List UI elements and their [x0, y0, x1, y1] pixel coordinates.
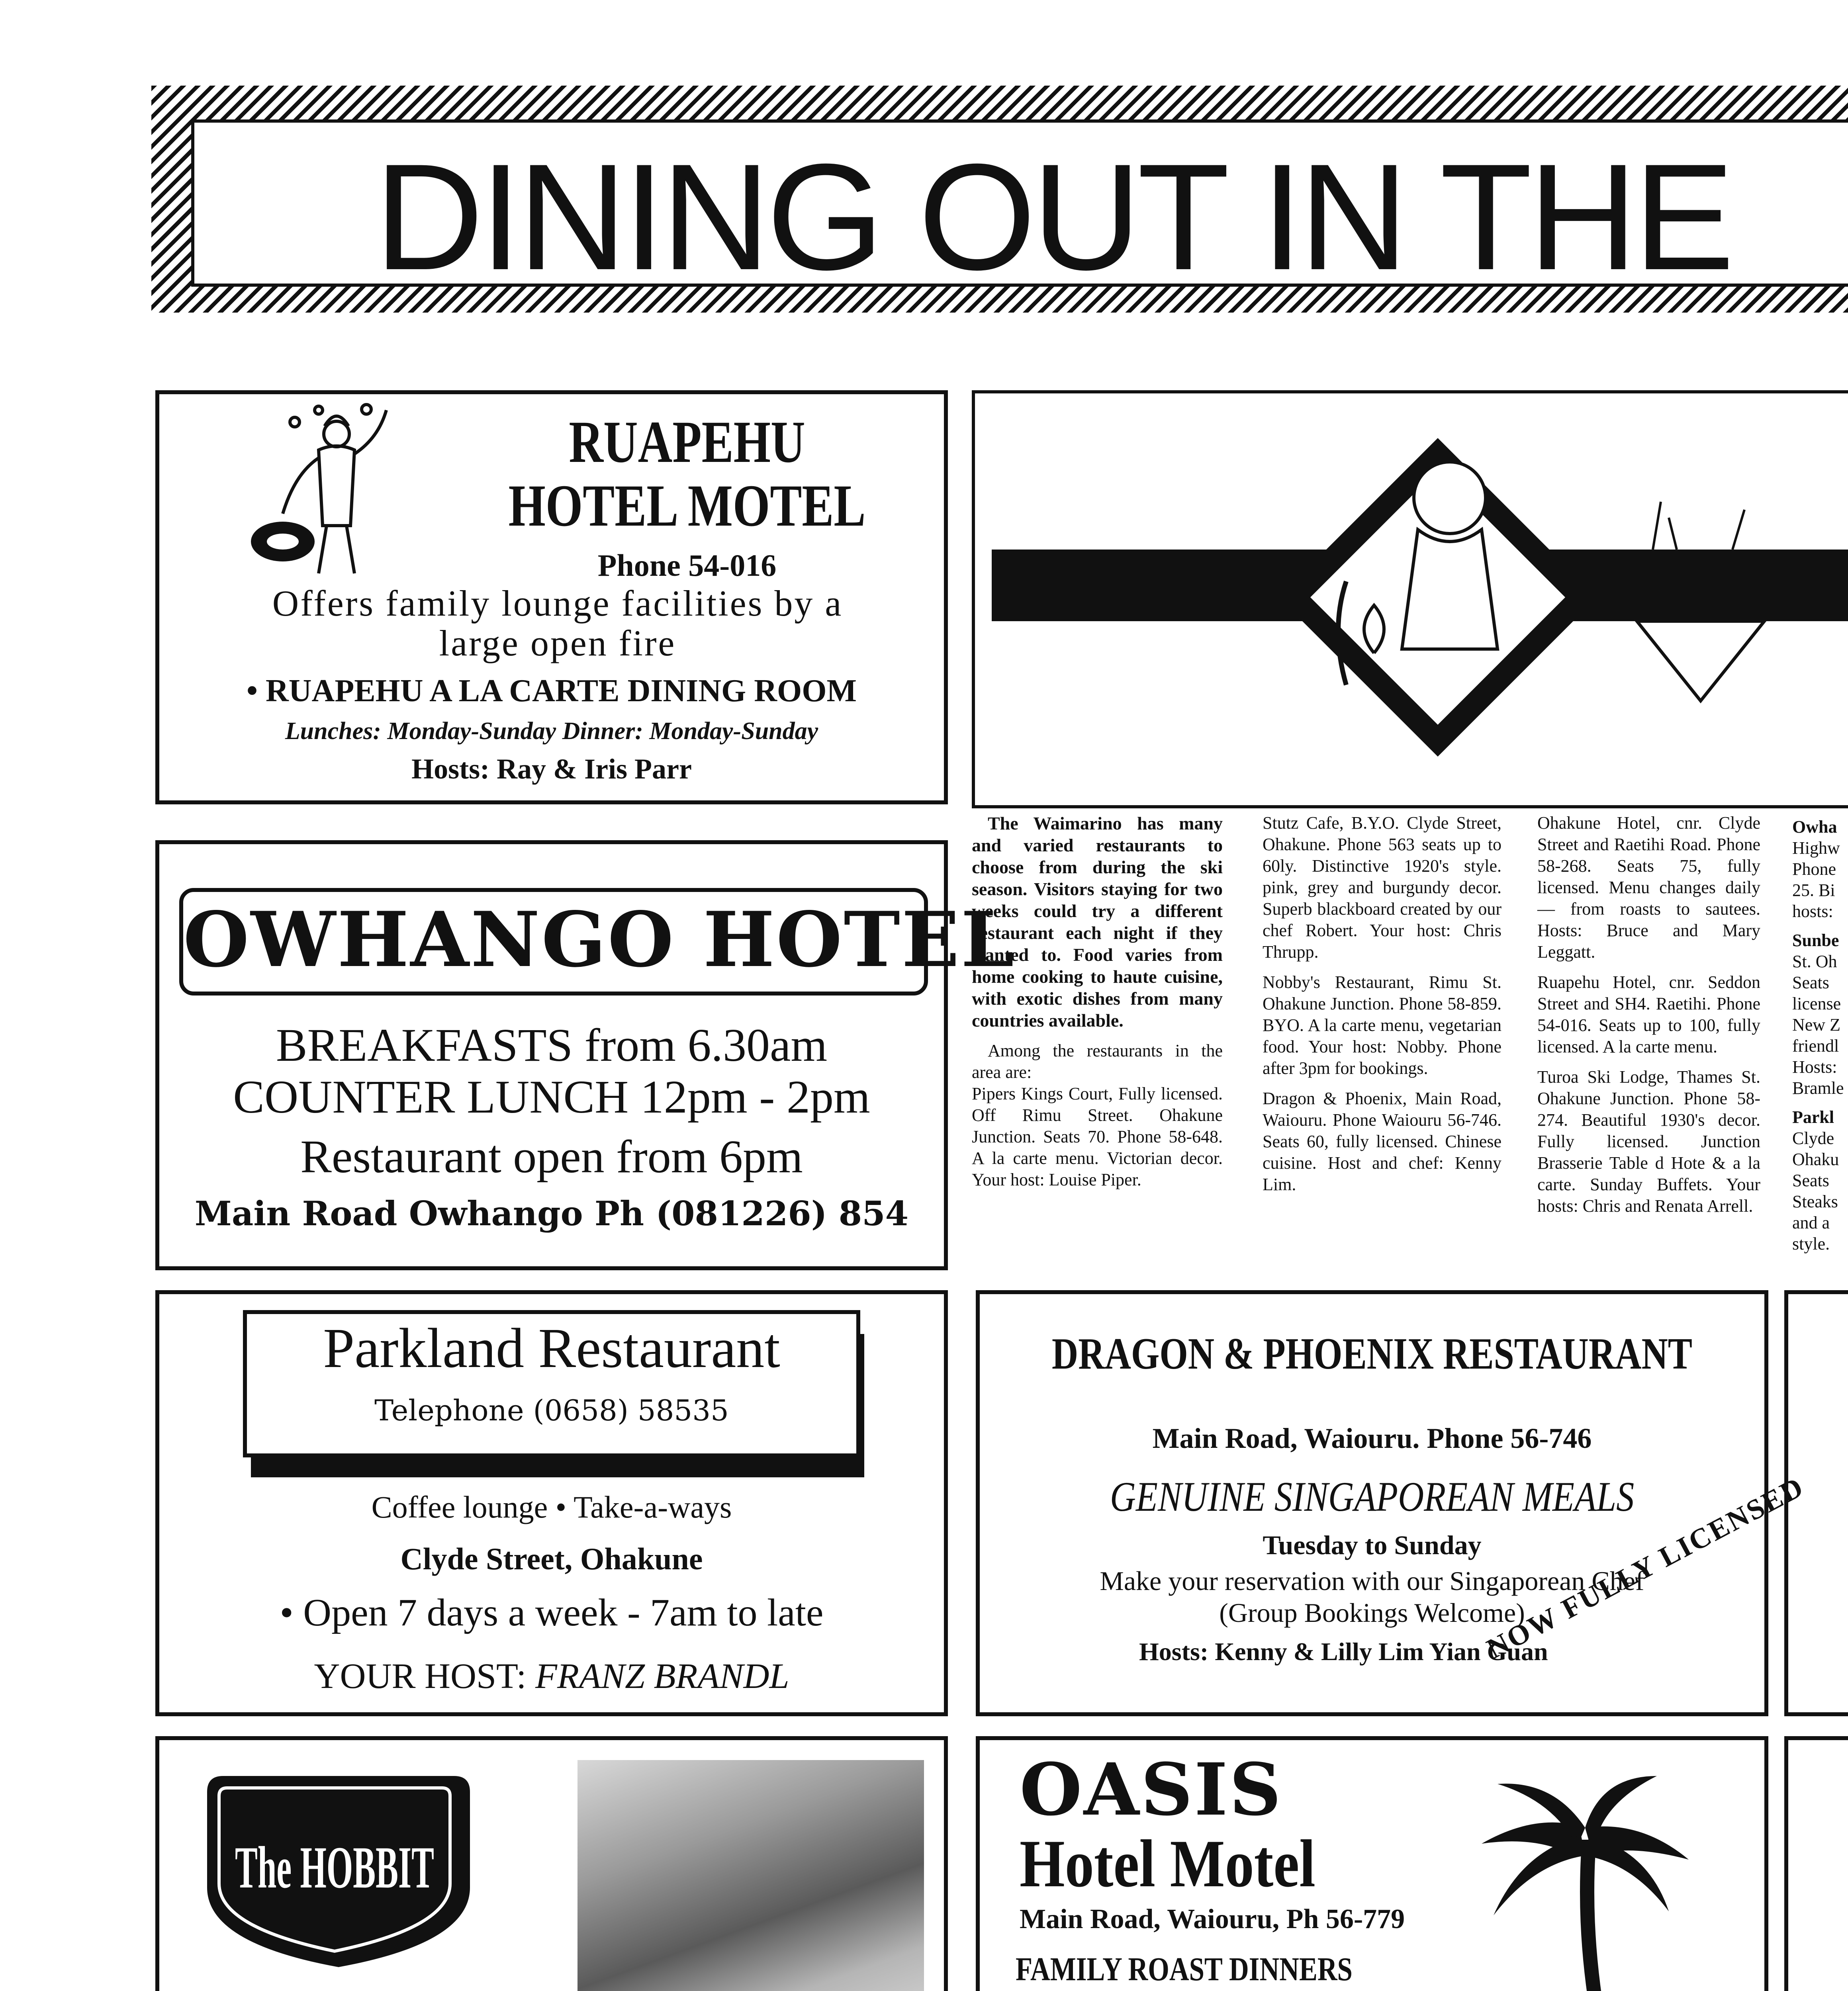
- ruapehu-hosts: Hosts: Ray & Iris Parr: [411, 753, 692, 785]
- hobbit-logo-text: The HOBBIT: [235, 1835, 434, 1901]
- editorial-col-4-cut: [1792, 816, 1848, 1254]
- cut-line: and a: [1792, 1213, 1830, 1232]
- cut-line: license: [1792, 994, 1841, 1013]
- ruapehu-name-2: HOTEL MOTEL: [508, 473, 866, 539]
- oasis-line1: FAMILY ROAST DINNERS: [1016, 1951, 1353, 1988]
- cut-line: Sunbe: [1792, 931, 1839, 950]
- editorial-among: Among the restaurants in the area are:: [972, 1041, 1223, 1082]
- cut-line: Parkl: [1792, 1107, 1834, 1127]
- editorial-col-2: [1263, 812, 1502, 1204]
- ruapehu-hours: Lunches: Monday-Sunday Dinner: Monday-Sunday: [285, 718, 818, 745]
- cut-ad-1: [1784, 1290, 1848, 1716]
- owhango-address: Main Road Owhango Ph (081226) 854: [194, 1194, 909, 1233]
- editorial-stutz: Stutz Cafe, B.Y.O. Clyde Street, Ohakune. Phone 563 seats up to 60ly. Distinctive 1920's style. pink, grey and burgundy decor. Superb blackboard created by our chef Robert. Your host: Chris Thrupp.: [1263, 813, 1502, 962]
- banner-title: DINING OUT IN THE: [374, 132, 1731, 301]
- ruapehu-name-1: RUAPEHU: [569, 409, 805, 475]
- owhango-name: OWHANGO HOTEL: [179, 888, 928, 996]
- dragon-hosts: Hosts: Kenny & Lilly Lim Yian Guan: [1139, 1637, 1548, 1666]
- owhango-line3: Restaurant open from 6pm: [300, 1130, 803, 1183]
- editorial-ruapehu-hotel: Ruapehu Hotel, cnr. Seddon Street and SH4. Raetihi. Phone 54-016. Seats up to 100, fully licensed. A la carte menu.: [1537, 972, 1760, 1056]
- parkland-line1: Coffee lounge • Take-a-ways: [371, 1490, 732, 1524]
- parkland-hours: • Open 7 days a week - 7am to late: [280, 1591, 824, 1634]
- cut-line: style.: [1792, 1234, 1830, 1254]
- cut-line: hosts:: [1792, 902, 1833, 921]
- parkland-address: Clyde Street, Ohakune: [400, 1541, 703, 1576]
- cut-line: 25. Bi: [1792, 880, 1835, 900]
- hobbit-photo: [578, 1760, 924, 1991]
- dragon-address: Main Road, Waiouru. Phone 56-746: [1152, 1422, 1592, 1454]
- parkland-name: Parkland Restaurant: [323, 1316, 780, 1379]
- parkland-phone: Telephone (0658) 58535: [374, 1394, 729, 1427]
- owhango-line1: BREAKFASTS from 6.30am: [276, 1019, 828, 1071]
- editorial-nobbys: Nobby's Restaurant, Rimu St. Ohakune Junction. Phone 58-859. BYO. A la carte menu, vegetarian food. Your host: Nobby. Phone after 3pm for bookings.: [1263, 972, 1502, 1078]
- parkland-host-name: FRANZ BRANDL: [535, 1657, 789, 1696]
- cut-line: Seats: [1792, 1171, 1829, 1190]
- ruapehu-phone: Phone 54-016: [597, 548, 777, 583]
- parkland-host-label: YOUR HOST:: [314, 1657, 527, 1696]
- dragon-line2: (Group Bookings Welcome): [1219, 1598, 1525, 1628]
- cut-line: Hosts:: [1792, 1057, 1837, 1077]
- editorial-ohakune-hotel: Ohakune Hotel, cnr. Clyde Street and Raetihi Road. Phone 58-268. Seats 75, fully licensed. Menu changes daily — from roasts to sautees. Hosts: Bruce and Mary Leggatt.: [1537, 813, 1760, 962]
- oasis-subtitle: Hotel Motel: [1020, 1826, 1316, 1901]
- dragon-tagline: GENUINE SINGAPOREAN MEALS: [1110, 1473, 1635, 1520]
- editorial-turoa: Turoa Ski Lodge, Thames St. Ohakune Junction. Phone 58-274. Beautiful 1930's decor. Fully licensed. Junction Brasserie Table d Hote & a la carte. Sunday Buffets. Your hosts: Chris and Renata Arrell.: [1537, 1067, 1760, 1216]
- oasis-address: Main Road, Waiouru, Ph 56-779: [1020, 1904, 1405, 1934]
- cut-line: Phone: [1792, 859, 1836, 879]
- cut-line: Bramle: [1792, 1078, 1844, 1098]
- cut-line: Clyde: [1792, 1128, 1834, 1148]
- editorial-col-3: [1537, 812, 1760, 1226]
- cut-line: Ohaku: [1792, 1150, 1839, 1169]
- ruapehu-desc: Offers family lounge facilities by a large open fire: [272, 583, 843, 663]
- dining-illustration: [976, 398, 1848, 804]
- editorial-dragon: Dragon & Phoenix, Main Road, Waiouru. Phone Waiouru 56-746. Seats 60, fully licensed. Chinese cuisine. Host and chef: Kenny Lim.: [1263, 1089, 1502, 1194]
- palm-tree-icon: [1454, 1772, 1709, 1991]
- parkland-host: [159, 1657, 944, 1696]
- cut-line: New Z: [1792, 1015, 1840, 1035]
- oasis-name: OASIS: [1020, 1748, 1283, 1832]
- hobbit-logo: [199, 1760, 478, 1975]
- chef-illustration: [239, 402, 422, 581]
- editorial-pipers: Pipers Kings Court, Fully licensed. Off Rimu Street. Ohakune Junction. Seats 70. Phone 58-648. A la carte menu. Victorian decor. Your host: Louise Piper.: [972, 1084, 1223, 1189]
- cut-line: Steaks: [1792, 1192, 1838, 1211]
- cut-line: Seats: [1792, 973, 1829, 992]
- dragon-licensed: NOW FULLY LICENSED: [1482, 1470, 1809, 1665]
- ruapehu-bullet: • RUAPEHU A LA CARTE DINING ROOM: [247, 673, 857, 708]
- cut-line: St. Oh: [1792, 952, 1837, 971]
- editorial-col-1: [972, 812, 1223, 1199]
- dragon-days: Tuesday to Sunday: [1263, 1530, 1482, 1560]
- owhango-line2: COUNTER LUNCH 12pm - 2pm: [233, 1071, 870, 1123]
- dragon-name: DRAGON & PHOENIX RESTAURANT: [1051, 1329, 1693, 1379]
- cut-line: Highw: [1792, 838, 1840, 858]
- cut-line: Owha: [1792, 817, 1837, 837]
- editorial-intro: The Waimarino has many and varied restaurants to choose from during the ski season. Visitors staying for two weeks could try a different restaurant each night if they wanted to. Food varies from home cooking to haute cuisine, with exotic dishes from many countries available.: [972, 813, 1223, 1031]
- cut-ad-2: [1784, 1736, 1848, 1991]
- dragon-line1: Make your reservation with our Singaporean Chef: [1100, 1566, 1644, 1596]
- cut-line: friendl: [1792, 1036, 1839, 1056]
